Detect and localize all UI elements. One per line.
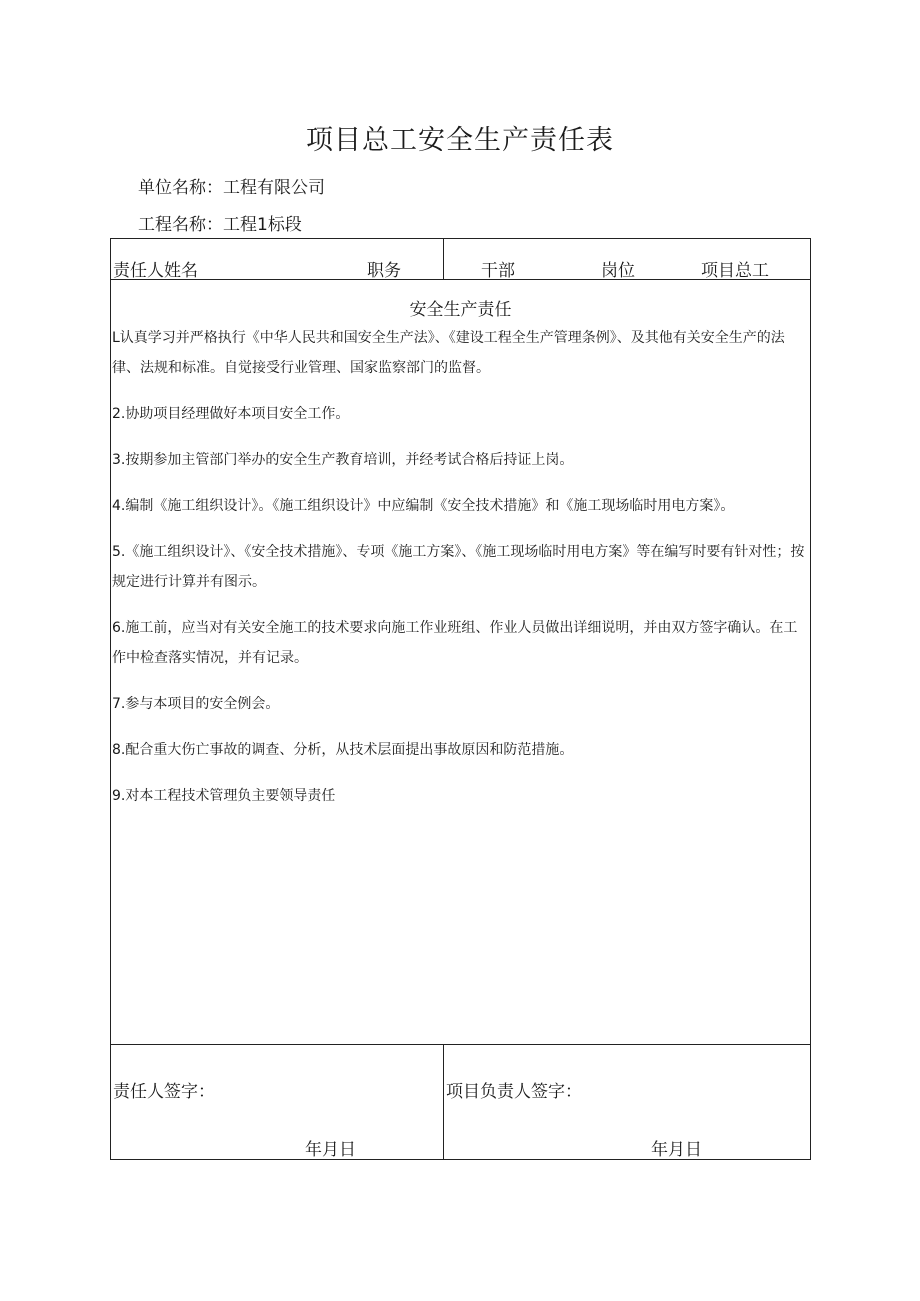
duty-value: 干部 [481,261,515,281]
project-name-line [138,210,302,235]
list-item: 9.对本工程技术管理负主要领导责任 [112,788,336,804]
list-item: 8.配合重大伤亡事故的调查、分析，从技术层面提出事故原因和防范措施。 [112,742,574,758]
responsibility-list [112,323,807,827]
list-item: 6.施工前，应当对有关安全施工的技术要求向施工作业班组、作业人员做出详细说明，并由双方签字确认。在工作中检查落实情况，并有记录。 [112,620,798,666]
manager-signature-label: 项目负责人签字： [446,1082,582,1102]
section-title: 安全生产责任 [409,300,512,320]
list-item: 3.按期参加主管部门举办的安全生产教育培训，并经考试合格后持证上岗。 [112,452,574,468]
unit-name-line [138,173,325,198]
responsible-signature-label: 责任人签字： [113,1082,215,1102]
project-name-label: 工程名称： [138,215,223,235]
signature-date-right: 年月日 [651,1140,702,1160]
post-label: 岗位 [601,261,635,281]
list-item: 4.编制《施工组织设计》。《施工组织设计》中应编制《安全技术措施》和《施工现场临时用电方案》。 [112,498,735,514]
unit-name-value: 工程有限公司 [223,178,325,198]
duty-label: 职务 [367,261,401,281]
unit-name-label: 单位名称： [138,178,223,198]
col-divider-signature [443,1044,444,1160]
row-divider-signature [111,1044,810,1045]
project-name-value: 工程1标段 [223,215,302,235]
signature-date-left: 年月日 [305,1140,356,1160]
list-item: L认真学习并严格执行《中华人民共和国安全生产法》、《建设工程全生产管理条例》、及其他有关安全生产的法律、法规和标准。自觉接受行业管理、国家监察部门的监督。 [112,330,785,376]
responsible-name-label: 责任人姓名 [113,261,198,281]
col-divider-header [443,239,444,279]
post-value: 项目总工 [701,261,769,281]
responsibility-table [110,238,811,1160]
list-item: 2.协助项目经理做好本项目安全工作。 [112,406,350,422]
list-item: 7.参与本项目的安全例会。 [112,696,280,712]
page-title: 项目总工安全生产责任表 [306,125,614,156]
list-item: 5.《施工组织设计》、《安全技术措施》、专项《施工方案》、《施工现场临时用电方案》等在编写时要有针对性；按规定进行计算并有图示。 [112,544,805,590]
